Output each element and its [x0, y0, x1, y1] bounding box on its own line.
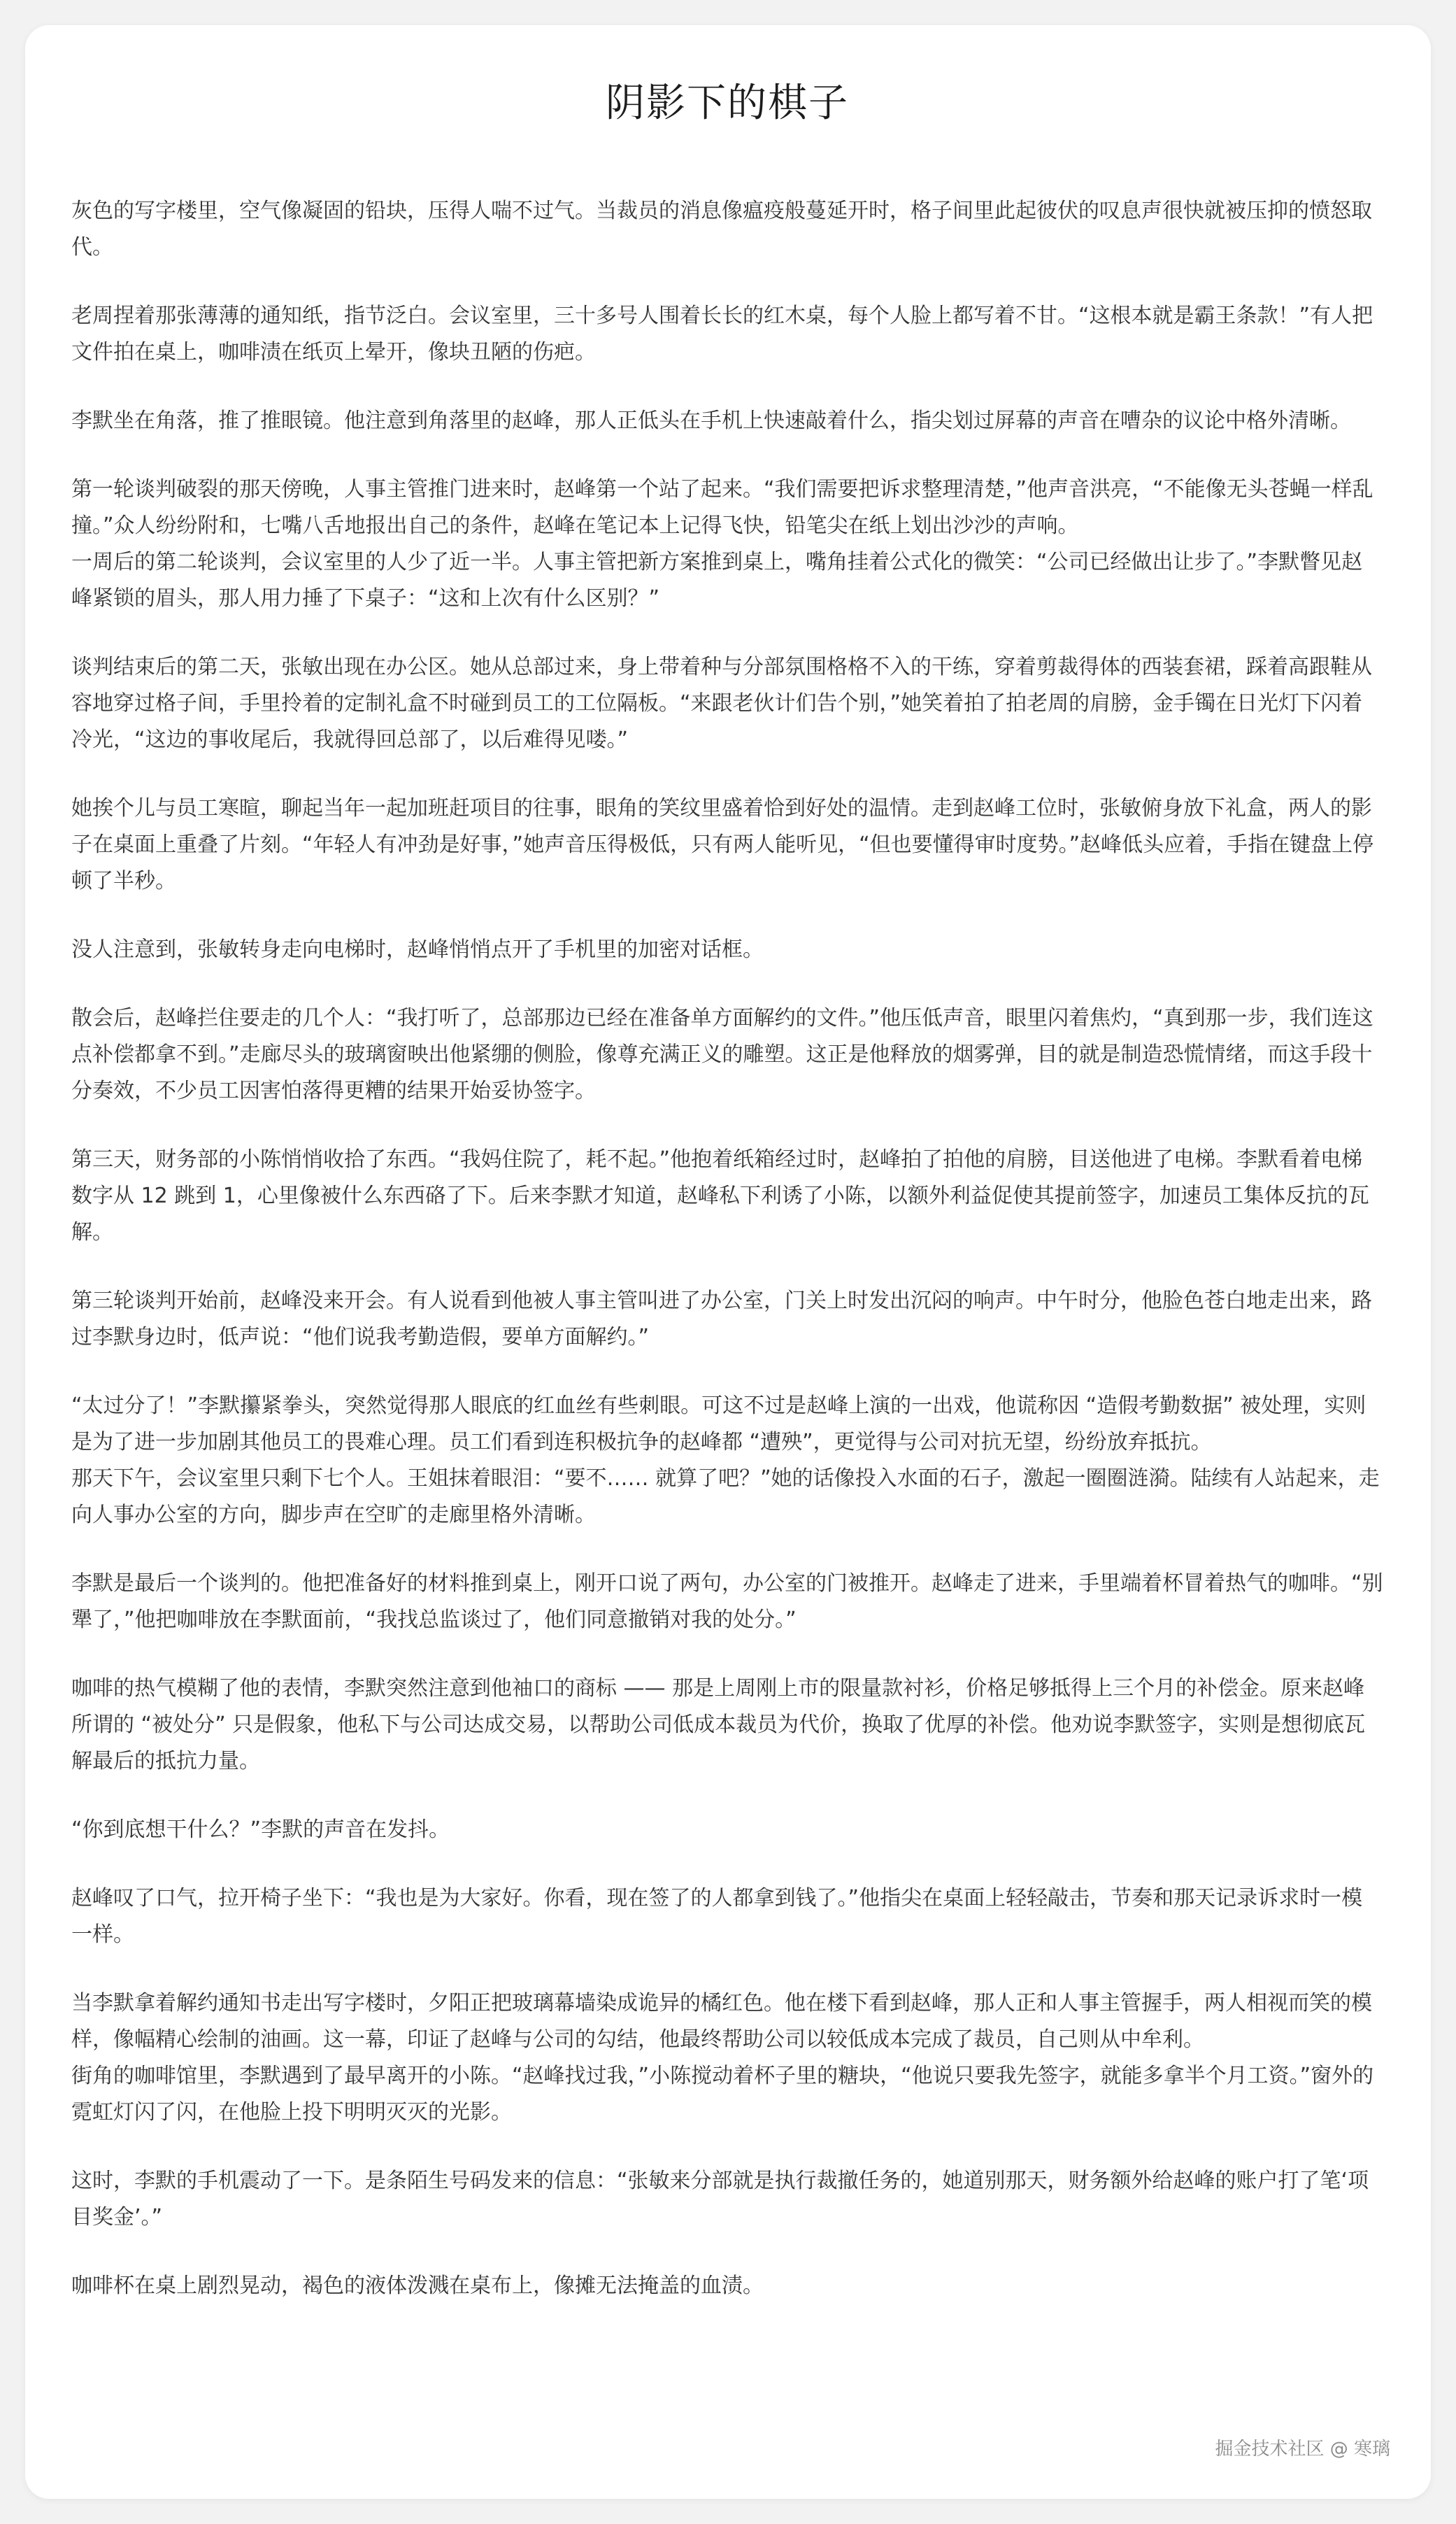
paragraph: [71, 1985, 1383, 2131]
paragraph-text: 第三天，财务部的小陈悄悄收拾了东西。“我妈住院了，耗不起。”他抱着纸箱经过时，赵峰拍了拍他的肩膀，目送他进了电梯。李默看着电梯数字从 12 跳到 1，心里像被什么东西硌了下。后来李默才知道，赵峰私下利诱了小陈，以额外利益促使其提前签字，加速员工集体反抗的瓦解。: [71, 1147, 1369, 1245]
paragraph: [71, 472, 1383, 617]
paragraph-text: 灰色的写字楼里，空气像凝固的铅块，压得人喘不过气。当裁员的消息像瘟疫般蔓延开时，格子间里此起彼伏的叹息声很快就被压抑的愤怒取代。: [71, 199, 1372, 260]
paragraph-text: 一周后的第二轮谈判，会议室里的人少了近一半。人事主管把新方案推到桌上，嘴角挂着公式化的微笑：“公司已经做出让步了。”李默瞥见赵峰紧锁的眉头，那人用力捶了下桌子：“这和上次有什么区别？”: [71, 550, 1363, 611]
paragraph: [71, 193, 1383, 266]
paragraph: [71, 1283, 1383, 1356]
paragraph-text: “你到底想干什么？”李默的声音在发抖。: [71, 1817, 450, 1842]
paragraph-text: 老周捏着那张薄薄的通知纸，指节泛白。会议室里，三十多号人围着长长的红木桌，每个人脸上都写着不甘。“这根本就是霸王条款！”有人把文件拍在桌上，咖啡渍在纸页上晕开，像块丑陋的伤疤。: [71, 304, 1373, 364]
paragraph: [71, 1000, 1383, 1109]
paragraph-text: 散会后，赵峰拦住要走的几个人：“我打听了，总部那边已经在准备单方面解约的文件。”他压低声音，眼里闪着焦灼，“真到那一步，我们连这点补偿都拿不到。”走廊尽头的玻璃窗映出他紧绷的侧脸，像尊充满正义的雕塑。这正是他释放的烟雾弹，目的就是制造恐慌情绪，而这手段十分奏效，不少员工因害怕落得更糟的结果开始妥协签字。: [71, 1006, 1373, 1103]
article-title: 阴影下的棋子: [606, 80, 849, 126]
paragraph-text: 咖啡杯在桌上剧烈晃动，褐色的液体泼溅在桌布上，像摊无法掩盖的血渍。: [71, 2274, 764, 2298]
paragraph: [71, 1566, 1383, 1638]
paragraph: [71, 649, 1383, 758]
paragraph-text: 赵峰叹了口气，拉开椅子坐下：“我也是为大家好。你看，现在签了的人都拿到钱了。”他指尖在桌面上轻轻敲击，节奏和那天记录诉求时一模一样。: [71, 1886, 1363, 1947]
paragraph-text: “太过分了！”李默攥紧拳头，突然觉得那人眼底的红血丝有些刺眼。可这不过是赵峰上演的一出戏，他谎称因 “造假考勤数据” 被处理，实则是为了进一步加剧其他员工的畏难心理。员工们看到连积极抗争的赵峰都 “遭殃”，更觉得与公司对抗无望，纷纷放弃抵抗。: [71, 1394, 1366, 1454]
paragraph-text: 街角的咖啡馆里，李默遇到了最早离开的小陈。“赵峰找过我，”小陈搅动着杯子里的糖块，“他说只要我先签字，就能多拿半个月工资。”窗外的霓虹灯闪了闪，在他脸上投下明明灭灭的光影。: [71, 2064, 1374, 2125]
paragraph-text: 咖啡的热气模糊了他的表情，李默突然注意到他袖口的商标 —— 那是上周刚上市的限量款衬衫，价格足够抵得上三个月的补偿金。原来赵峰所谓的 “被处分” 只是假象，他私下与公司达成交易，以帮助公司低成本裁员为代价，换取了优厚的补偿。他劝说李默签字，实则是想彻底瓦解最后的抵抗力量。: [71, 1676, 1366, 1773]
paragraph: [71, 2268, 1383, 2304]
paragraph-text: 第一轮谈判破裂的那天傍晚，人事主管推门进来时，赵峰第一个站了起来。“我们需要把诉求整理清楚，”他声音洪亮，“不能像无头苍蝇一样乱撞。”众人纷纷附和，七嘴八舌地报出自己的条件，赵峰在笔记本上记得飞快，铅笔尖在纸上划出沙沙的声响。: [71, 477, 1373, 538]
paragraph-text: 没人注意到，张敏转身走向电梯时，赵峰悄悄点开了手机里的加密对话框。: [71, 937, 764, 962]
paragraph-text: 李默是最后一个谈判的。他把准备好的材料推到桌上，刚开口说了两句，办公室的门被推开。赵峰走了进来，手里端着杯冒着热气的咖啡。“别犟了，”他把咖啡放在李默面前，“我找总监谈过了，他们同意撤销对我的处分。”: [71, 1571, 1383, 1632]
paragraph: [71, 403, 1383, 439]
paragraph-text: 当李默拿着解约通知书走出写字楼时，夕阳正把玻璃幕墙染成诡异的橘红色。他在楼下看到赵峰，那人正和人事主管握手，两人相视而笑的模样，像幅精心绘制的油画。这一幕，印证了赵峰与公司的勾结，他最终帮助公司以较低成本完成了裁员，自己则从中牟利。: [71, 1991, 1372, 2052]
paragraph-text: 那天下午，会议室里只剩下七个人。王姐抹着眼泪：“要不…… 就算了吧？”她的话像投入水面的石子，激起一圈圈涟漪。陆续有人站起来，走向人事办公室的方向，脚步声在空旷的走廊里格外清晰。: [71, 1466, 1380, 1527]
paragraph: [71, 1142, 1383, 1251]
paragraph: [71, 1812, 1383, 1848]
paragraph-text: 她挨个儿与员工寒暄，聊起当年一起加班赶项目的往事，眼角的笑纹里盛着恰到好处的温情。走到赵峰工位时，张敏俯身放下礼盒，两人的影子在桌面上重叠了片刻。“年轻人有冲劲是好事，”她声音压得极低，只有两人能听见，“但也要懂得审时度势。”赵峰低头应着，手指在键盘上停顿了半秒。: [71, 796, 1374, 893]
paragraph: [71, 1388, 1383, 1533]
article-card: [25, 25, 1431, 2499]
article-body: [71, 193, 1383, 2304]
paragraph-text: 谈判结束后的第二天，张敏出现在办公区。她从总部过来，身上带着种与分部氛围格格不入的干练，穿着剪裁得体的西装套裙，踩着高跟鞋从容地穿过格子间，手里拎着的定制礼盒不时碰到员工的工位隔板。“来跟老伙计们告个别，”她笑着拍了拍老周的肩膀，金手镯在日光灯下闪着冷光，“这边的事收尾后，我就得回总部了，以后难得见喽。”: [71, 655, 1372, 752]
watermark: 掘金技术社区 @ 寒璃: [1215, 2439, 1390, 2460]
paragraph: [71, 932, 1383, 968]
paragraph: [71, 1671, 1383, 1780]
paragraph: [71, 2163, 1383, 2236]
paragraph-text: 这时，李默的手机震动了一下。是条陌生号码发来的信息：“张敏来分部就是执行裁撤任务的，她道别那天，财务额外给赵峰的账户打了笔‘项目奖金’。”: [71, 2169, 1369, 2229]
paragraph: [71, 790, 1383, 900]
paragraph-text: 第三轮谈判开始前，赵峰没来开会。有人说看到他被人事主管叫进了办公室，门关上时发出沉闷的响声。中午时分，他脸色苍白地走出来，路过李默身边时，低声说：“他们说我考勤造假，要单方面解约。”: [71, 1289, 1372, 1349]
paragraph: [71, 298, 1383, 371]
paragraph: [71, 1880, 1383, 1953]
paragraph-text: 李默坐在角落，推了推眼镜。他注意到角落里的赵峰，那人正低头在手机上快速敲着什么，指尖划过屏幕的声音在嘈杂的议论中格外清晰。: [71, 409, 1351, 433]
